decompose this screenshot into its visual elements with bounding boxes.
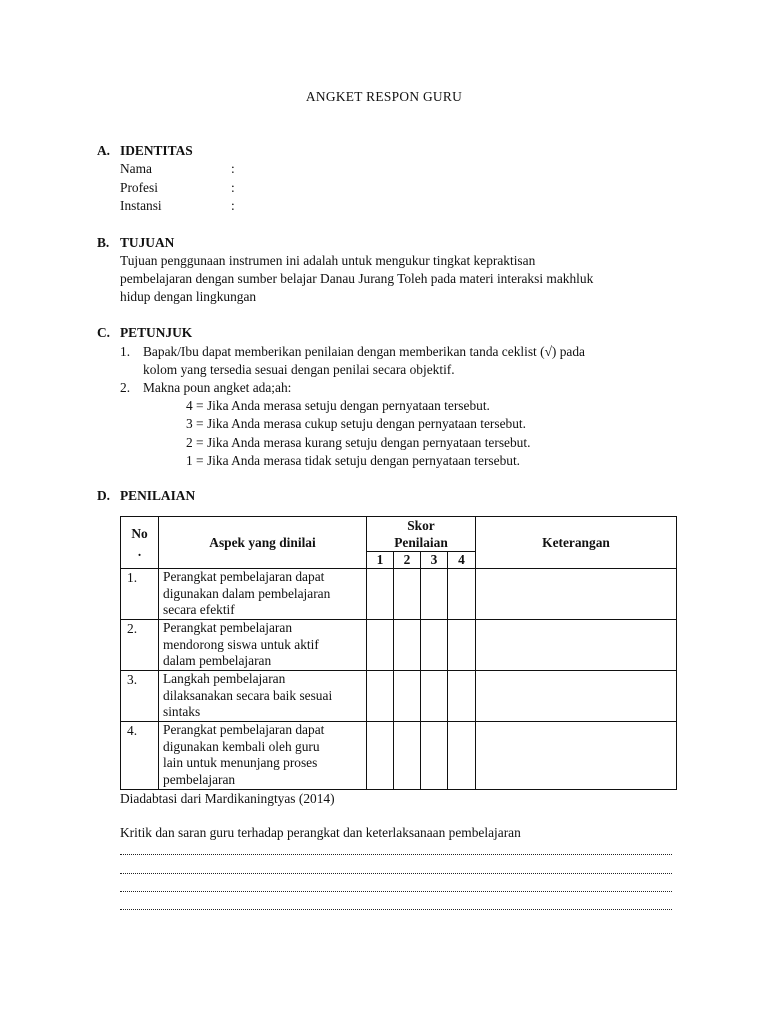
answer-line-2[interactable] <box>120 872 672 874</box>
paragraph-line: Tujuan penggunaan instrumen ini adalah untuk mengukur tingkat kepraktisan <box>120 253 536 268</box>
field-label: Instansi <box>120 198 162 213</box>
row-number: 1. <box>121 569 159 620</box>
score-header-1: 1 <box>367 552 394 569</box>
score-cell-2[interactable] <box>394 620 421 671</box>
aspek-line: lain untuk menunjang proses <box>163 755 318 770</box>
list-number: 1. <box>120 344 131 359</box>
answer-line-3[interactable] <box>120 890 672 892</box>
aspek-line: digunakan dalam pembelajaran <box>163 585 331 601</box>
section-label: PETUNJUK <box>120 325 193 340</box>
page-title: ANGKET RESPON GURU <box>305 89 463 104</box>
table-row <box>121 671 677 722</box>
aspek-line: secara efektif <box>163 602 235 617</box>
score-cell-2[interactable] <box>394 569 421 620</box>
header-aspek: Aspek yang dinilai <box>159 517 367 569</box>
row-aspek <box>159 722 367 790</box>
rating-scale <box>186 397 530 470</box>
section-identitas-heading <box>97 142 193 160</box>
score-cell-4[interactable] <box>448 722 476 790</box>
section-letter: A. <box>97 143 111 158</box>
field-colon: : <box>231 161 235 176</box>
section-label: IDENTITAS <box>120 143 193 158</box>
score-cell-3[interactable] <box>421 722 448 790</box>
aspek-line: Perangkat pembelajaran <box>163 620 293 635</box>
header-no-line1: No <box>131 525 148 541</box>
aspek-line: digunakan kembali oleh guru <box>163 738 320 754</box>
keterangan-cell[interactable] <box>476 620 677 671</box>
header-skor <box>367 517 476 552</box>
aspek-line: sintaks <box>163 704 201 719</box>
aspek-line: dilaksanakan secara baik sesuai <box>163 687 333 703</box>
score-cell-1[interactable] <box>367 722 394 790</box>
kritik-label: Kritik dan saran guru terhadap perangkat dan keterlaksanaan pembelajaran <box>120 825 521 840</box>
section-letter: B. <box>97 235 110 250</box>
aspek-line: mendorong siswa untuk aktif <box>163 636 319 652</box>
header-keterangan: Keterangan <box>476 517 677 569</box>
list-line: Makna poun angket ada;ah: <box>143 380 292 395</box>
aspek-line: pembelajaran <box>163 771 236 787</box>
row-aspek <box>159 620 367 671</box>
source-note: Diadabtasi dari Mardikaningtyas (2014) <box>120 791 335 806</box>
tujuan-paragraph <box>120 252 680 306</box>
section-tujuan-heading <box>97 234 174 252</box>
scale-item-2: 2 = Jika Anda merasa kurang setuju dengan pernyataan tersebut. <box>186 434 531 450</box>
paragraph-line: pembelajaran dengan sumber belajar Danau Jurang Toleh pada materi interaksi makhluk <box>120 271 594 286</box>
header-skor-line1: Skor <box>407 518 435 533</box>
row-number: 3. <box>121 671 159 722</box>
score-cell-1[interactable] <box>367 569 394 620</box>
keterangan-cell[interactable] <box>476 671 677 722</box>
table-row <box>121 569 677 620</box>
score-cell-1[interactable] <box>367 671 394 722</box>
score-cell-3[interactable] <box>421 569 448 620</box>
score-cell-2[interactable] <box>394 722 421 790</box>
list-line: Bapak/Ibu dapat memberikan penilaian dengan memberikan tanda ceklist (√) pada <box>143 344 586 359</box>
section-penilaian-heading <box>97 487 195 505</box>
list-number: 2. <box>120 380 131 395</box>
row-aspek <box>159 569 367 620</box>
field-colon: : <box>231 198 235 213</box>
table-header-row <box>121 517 677 552</box>
score-header-2: 2 <box>394 552 421 569</box>
score-cell-4[interactable] <box>448 569 476 620</box>
row-number: 4. <box>121 722 159 790</box>
assessment-table <box>120 516 677 790</box>
keterangan-cell[interactable] <box>476 722 677 790</box>
list-text <box>143 379 683 397</box>
header-no <box>121 517 159 569</box>
section-label: TUJUAN <box>120 235 175 250</box>
keterangan-cell[interactable] <box>476 569 677 620</box>
section-letter: C. <box>97 325 111 340</box>
section-label: PENILAIAN <box>120 488 196 503</box>
score-cell-3[interactable] <box>421 671 448 722</box>
paragraph-line: hidup dengan lingkungan <box>120 289 257 304</box>
row-number: 2. <box>121 620 159 671</box>
aspek-line: Langkah pembelajaran <box>163 671 286 686</box>
score-cell-1[interactable] <box>367 620 394 671</box>
score-cell-2[interactable] <box>394 671 421 722</box>
aspek-line: dalam pembelajaran <box>163 653 272 668</box>
score-cell-4[interactable] <box>448 671 476 722</box>
score-header-4: 4 <box>448 552 476 569</box>
row-aspek <box>159 671 367 722</box>
section-letter: D. <box>97 488 111 503</box>
answer-line-1[interactable] <box>120 853 672 855</box>
aspek-line: Perangkat pembelajaran dapat <box>163 569 325 584</box>
scale-item-1: 1 = Jika Anda merasa tidak setuju dengan pernyataan tersebut. <box>186 452 521 468</box>
list-line: kolom yang tersedia sesuai dengan penilai secara objektif. <box>143 362 455 377</box>
list-text <box>143 343 683 379</box>
answer-line-4[interactable] <box>120 908 672 910</box>
section-petunjuk-heading <box>97 324 192 342</box>
field-label: Nama <box>120 161 152 176</box>
field-colon: : <box>231 179 235 195</box>
scale-item-3: 3 = Jika Anda merasa cukup setuju dengan pernyataan tersebut. <box>186 416 526 432</box>
score-cell-3[interactable] <box>421 620 448 671</box>
header-no-line2: . <box>137 543 142 559</box>
header-skor-line2: Penilaian <box>394 535 448 550</box>
table-row <box>121 722 677 790</box>
aspek-line: Perangkat pembelajaran dapat <box>163 722 325 737</box>
table-row <box>121 620 677 671</box>
field-label: Profesi <box>120 179 158 195</box>
scale-item-4: 4 = Jika Anda merasa setuju dengan pernyataan tersebut. <box>186 398 490 413</box>
score-header-3: 3 <box>421 552 448 569</box>
score-cell-4[interactable] <box>448 620 476 671</box>
